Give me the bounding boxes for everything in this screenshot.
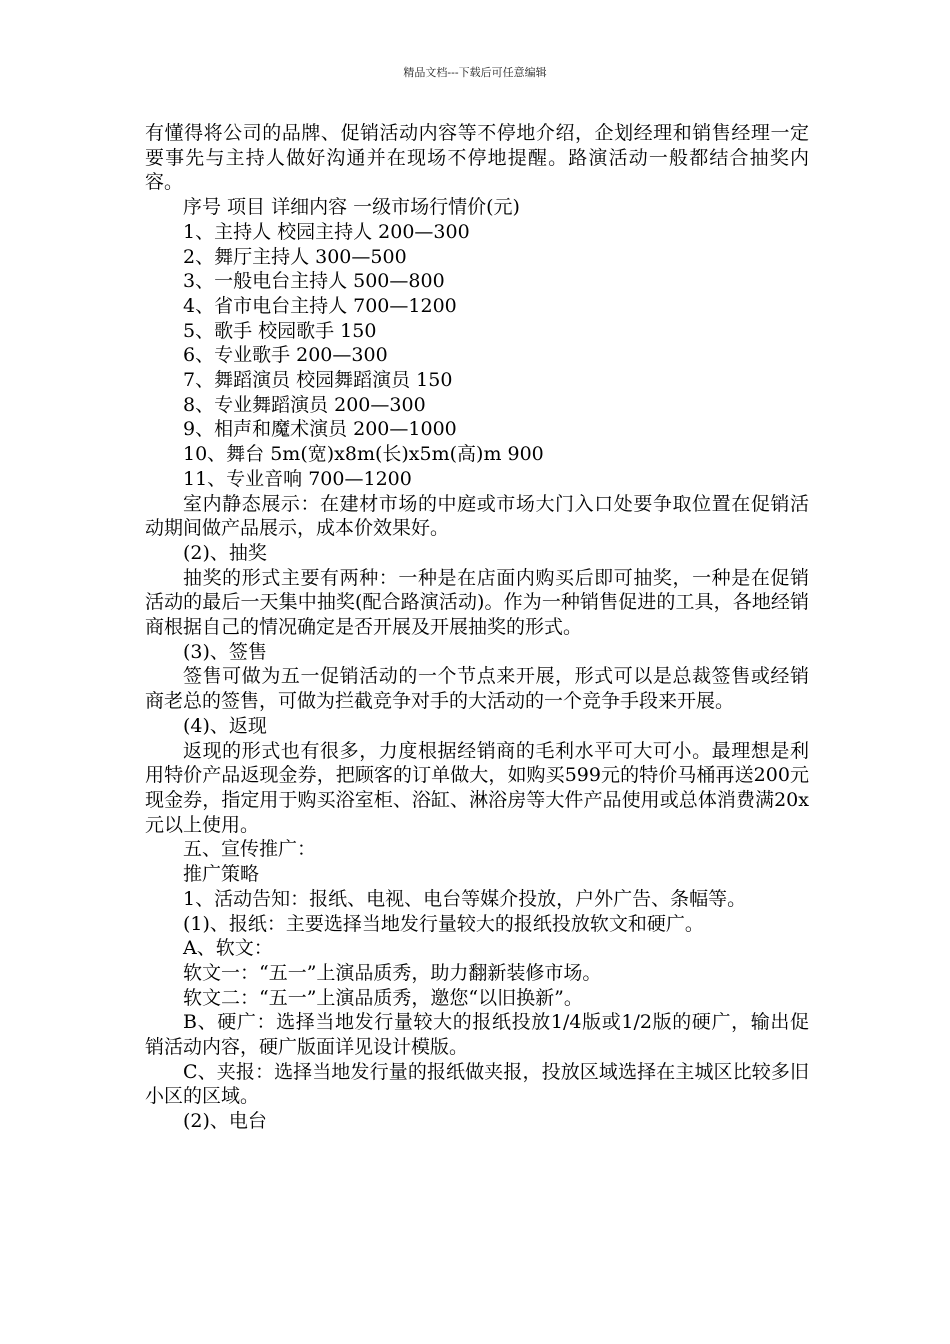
price-item: 9、相声和魔术演员 200—1000 (183, 418, 457, 441)
page-header: 精品文档---下载后可任意编辑 (403, 66, 547, 79)
paragraph: B、硬广：选择当地发行量较大的报纸投放1/4版或1/2版的硬广，输出促销活动内容，硬广版面详见设计模版。 (145, 1011, 809, 1059)
paragraph: C、夹报：选择当地发行量的报纸做夹报，投放区域选择在主城区比较多旧小区的区域。 (145, 1060, 809, 1108)
paragraph: 抽奖的形式主要有两种：一种是在店面内购买后即可抽奖，一种是在促销活动的最后一天集中抽奖(配合路演活动)。作为一种销售促进的工具，各地经销商根据自己的情况确定是否开展及开展抽奖的形式。 (145, 566, 809, 639)
price-item: 4、省市电台主持人 700—1200 (183, 294, 457, 317)
section-heading: (4)、返现 (183, 714, 267, 737)
price-item: 6、专业歌手 200—300 (183, 344, 388, 367)
price-item: 10、舞台 5m(宽)x8m(长)x5m(高)m 900 (183, 443, 544, 466)
price-item: 2、舞厅主持人 300—500 (183, 245, 407, 268)
price-item: 3、一般电台主持人 500—800 (183, 270, 445, 293)
section-heading: A、软文： (183, 937, 273, 960)
paragraph: (1)、报纸：主要选择当地发行量较大的报纸投放软文和硬广。 (183, 912, 704, 935)
table-header-line: 序号 项目 详细内容 一级市场行情价(元) (183, 196, 520, 219)
price-item: 7、舞蹈演员 校园舞蹈演员 150 (183, 369, 453, 392)
price-item: 1、主持人 校园主持人 200—300 (183, 220, 470, 243)
price-item: 11、专业音响 700—1200 (183, 467, 412, 490)
price-item: 5、歌手 校园歌手 150 (183, 319, 377, 342)
paragraph: 返现的形式也有很多，力度根据经销商的毛利水平可大可小。最理想是利用特价产品返现金券，把顾客的订单做大，如购买599元的特价马桶再送200元现金券，指定用于购买浴室柜、浴缸、淋浴房等大件产品使用或总体消费满20x元以上使用。 (145, 739, 809, 836)
paragraph: 签售可做为五一促销活动的一个节点来开展，形式可以是总裁签售或经销商老总的签售，可做为拦截竞争对手的大活动的一个竞争手段来开展。 (145, 665, 809, 713)
price-item: 8、专业舞蹈演员 200—300 (183, 393, 426, 416)
paragraph: 软文二：“五一”上演品质秀，邀您“以旧换新”。 (183, 986, 583, 1009)
section-heading: (2)、电台 (183, 1110, 267, 1133)
paragraph: 1、活动告知：报纸、电视、电台等媒介投放，户外广告、条幅等。 (183, 887, 747, 910)
section-heading: 五、宣传推广： (183, 838, 317, 861)
section-heading: (2)、抽奖 (183, 541, 267, 564)
paragraph-continuation: 有懂得将公司的品牌、促销活动内容等不停地介绍，企划经理和销售经理一定要事先与主持人做好沟通并在现场不停地提醒。路演活动一般都结合抽奖内容。 (145, 122, 809, 194)
section-heading: (3)、签售 (183, 640, 267, 663)
section-heading: 推广策略 (183, 863, 260, 886)
paragraph: 软文一：“五一”上演品质秀，助力翻新装修市场。 (183, 961, 602, 984)
document-body (145, 121, 809, 1134)
paragraph: 室内静态展示：在建材市场的中庭或市场大门入口处要争取位置在促销活动期间做产品展示，成本价效果好。 (145, 492, 809, 540)
